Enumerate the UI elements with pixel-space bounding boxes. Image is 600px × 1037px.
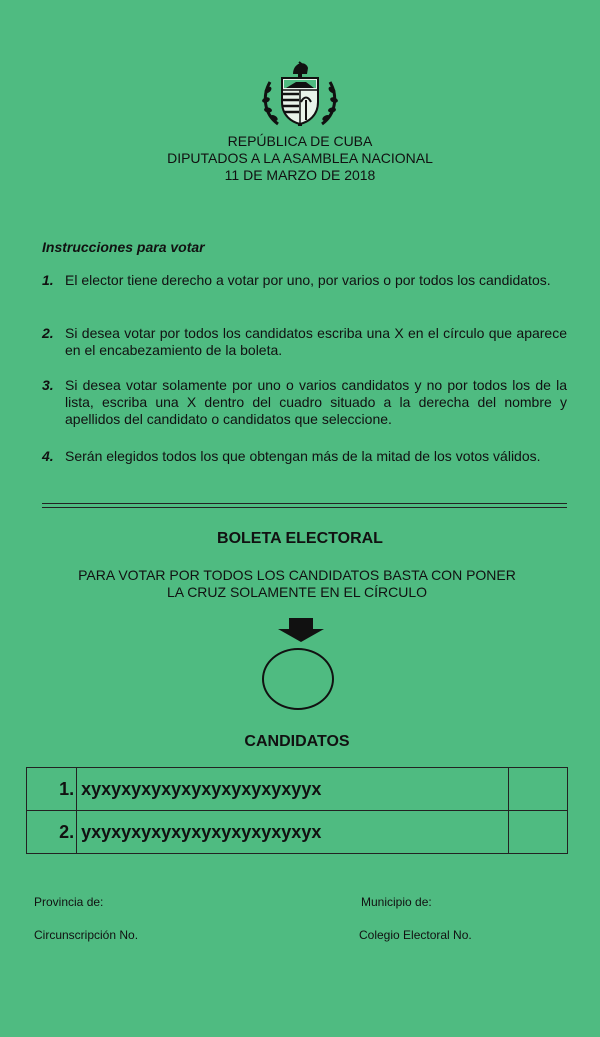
ballot-instruction-line: PARA VOTAR POR TODOS LOS CANDIDATOS BASTA CON PONER (78, 567, 516, 583)
instruction-text: Serán elegidos todos los que obtengan más de la mitad de los votos válidos. (65, 448, 541, 464)
ballot-header (0, 133, 600, 184)
election-date: 11 DE MARZO DE 2018 (224, 167, 376, 183)
colegio-label: Colegio Electoral No. (359, 928, 472, 942)
instruction-number: 1. (42, 272, 54, 288)
municipio-label: Municipio de: (361, 895, 432, 909)
divider (42, 503, 567, 504)
instruction-item (42, 377, 567, 428)
ballot-instruction (0, 567, 594, 601)
candidate-number: 2. (27, 811, 77, 854)
divider (42, 507, 567, 508)
instruction-number: 2. (42, 325, 54, 341)
vote-all-circle[interactable] (262, 648, 334, 710)
instruction-item (42, 272, 567, 289)
country-name: REPÚBLICA DE CUBA (227, 133, 373, 149)
candidate-number: 1. (27, 768, 77, 811)
candidates-table (26, 767, 568, 854)
candidate-name: yxyxyxyxyxyxyxyxyxyxyxyx (77, 811, 509, 854)
candidate-name: xyxyxyxyxyxyxyxyxyxyxyyx (77, 768, 509, 811)
candidate-vote-box[interactable] (508, 768, 567, 811)
provincia-label: Provincia de: (34, 895, 104, 909)
instruction-item (42, 448, 567, 465)
instruction-text: El elector tiene derecho a votar por uno, por varios o por todos los candidatos. (65, 272, 551, 288)
table-row (27, 768, 568, 811)
instruction-number: 4. (42, 448, 54, 464)
instructions-title: Instrucciones para votar (42, 239, 205, 255)
instruction-text: Si desea votar solamente por uno o varios candidatos y no por todos los de la lista, escriba una X dentro del cuadro situado a la derecha del nombre y apellidos del candidato o candidatos que seleccione. (65, 377, 567, 427)
instruction-item (42, 325, 567, 359)
instruction-text: Si desea votar por todos los candidatos escriba una X en el círculo que aparece en el encabezamiento de la boleta. (65, 325, 567, 358)
instruction-number: 3. (42, 377, 54, 393)
coat-of-arms-icon (260, 58, 340, 130)
arrow-down-icon (278, 618, 324, 642)
table-row (27, 811, 568, 854)
election-body: DIPUTADOS A LA ASAMBLEA NACIONAL (167, 150, 433, 166)
ballot-instruction-line: LA CRUZ SOLAMENTE EN EL CÍRCULO (166, 584, 428, 600)
candidate-vote-box[interactable] (508, 811, 567, 854)
circunscripcion-label: Circunscripción No. (34, 928, 139, 942)
candidates-title: CANDIDATOS (244, 733, 350, 750)
ballot-title: BOLETA ELECTORAL (217, 530, 383, 547)
